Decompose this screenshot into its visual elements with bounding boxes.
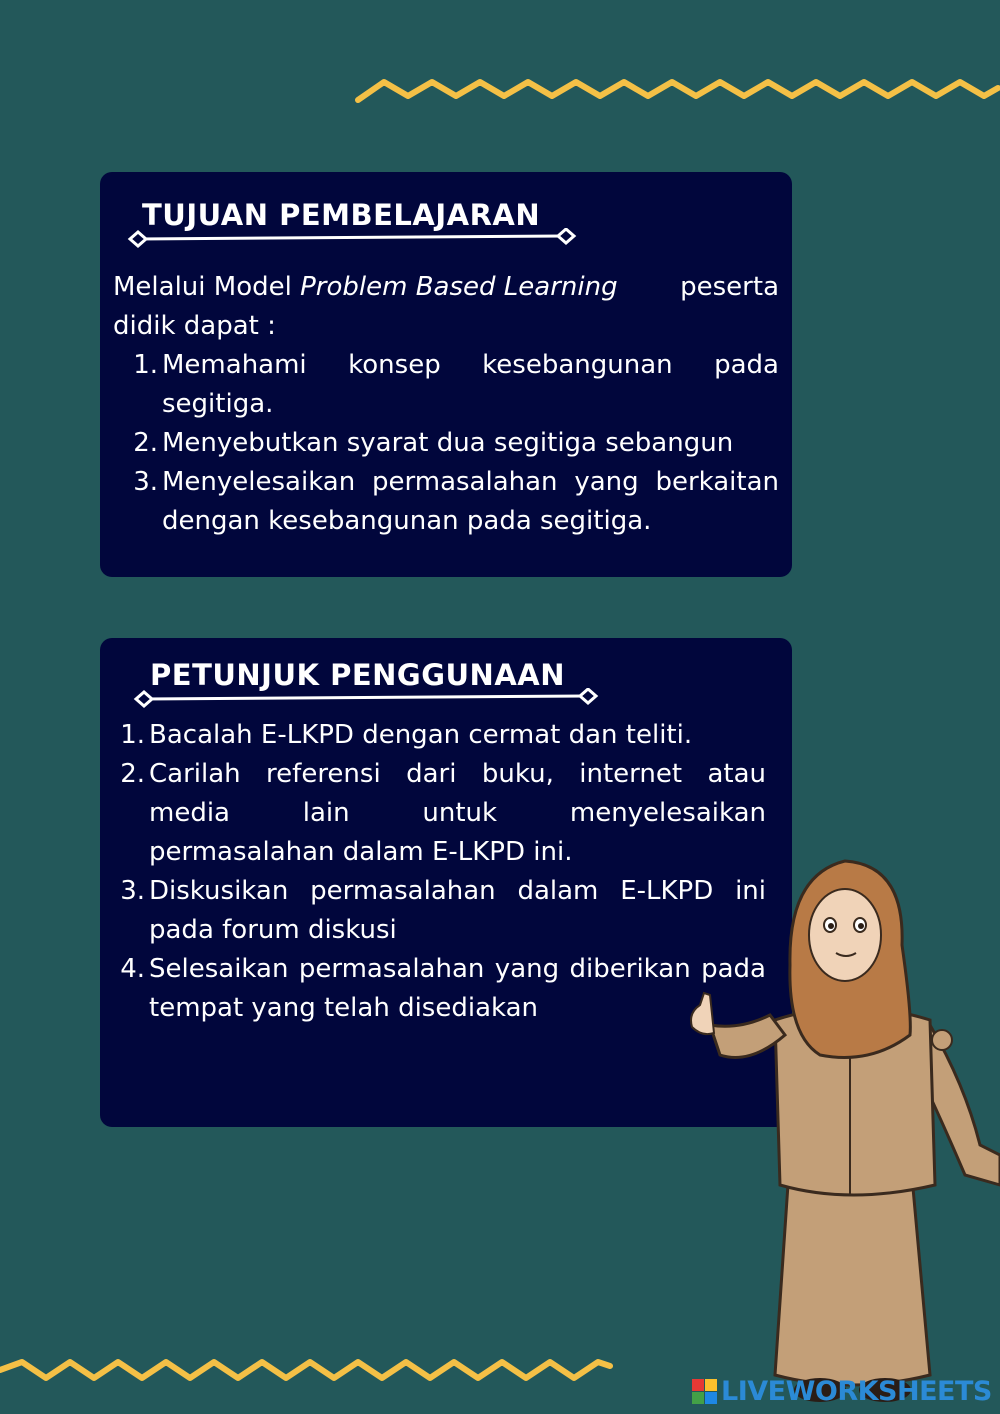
intro-suffix: peserta <box>680 272 779 302</box>
list-text: Diskusikan permasalahan dalam E-LKPD ini pada forum diskusi <box>149 876 766 945</box>
teacher-badge <box>932 1030 952 1050</box>
tujuan-list <box>113 346 779 541</box>
tujuan-pembelajaran-card <box>100 172 792 577</box>
tujuan-body <box>113 268 779 541</box>
petunjuk-list <box>120 716 766 1028</box>
list-number: 3. <box>133 467 158 497</box>
list-text: Selesaikan permasalahan yang diberikan pada tempat yang telah disediakan <box>149 954 766 1023</box>
list-number: 2. <box>120 759 145 789</box>
watermark-text: LIVEWORKSHEETS <box>721 1376 992 1407</box>
list-item <box>120 872 766 950</box>
list-number: 1. <box>120 720 145 750</box>
liveworksheets-logo-icon <box>692 1379 717 1404</box>
petunjuk-heading-underline <box>130 688 600 710</box>
intro-italic: Problem Based Learning <box>300 272 618 302</box>
list-text: Memahami konsep kesebangunan pada segitiga. <box>162 350 779 419</box>
list-item <box>120 755 766 872</box>
teacher-left-arm <box>710 1015 785 1058</box>
petunjuk-body <box>120 716 766 1028</box>
list-number: 2. <box>133 428 158 458</box>
teacher-hand <box>691 993 714 1034</box>
list-number: 4. <box>120 954 145 984</box>
list-item <box>120 716 766 755</box>
list-text: Bacalah E-LKPD dengan cermat dan teliti. <box>149 720 693 750</box>
list-text: Menyelesaikan permasalahan yang berkaitan dengan kesebangunan pada segitiga. <box>162 467 779 536</box>
tujuan-heading: TUJUAN PEMBELAJARAN <box>142 198 541 232</box>
list-number: 1. <box>133 350 158 380</box>
teacher-illustration <box>680 855 1000 1414</box>
top-zigzag-decoration <box>352 70 1000 110</box>
list-text: Menyebutkan syarat dua segitiga sebangun <box>162 428 734 458</box>
intro-prefix: Melalui Model <box>113 272 301 302</box>
tujuan-heading-underline <box>124 228 584 250</box>
petunjuk-heading: PETUNJUK PENGGUNAAN <box>150 658 565 692</box>
list-text: Carilah referensi dari buku, internet atau media lain untuk menyelesaikan permasalahan dalam E-LKPD ini. <box>149 759 766 867</box>
list-item <box>113 463 779 541</box>
liveworksheets-watermark <box>692 1376 992 1407</box>
list-item <box>120 950 766 1028</box>
tujuan-intro-line-2: didik dapat : <box>113 311 276 341</box>
bottom-zigzag-decoration <box>0 1352 620 1392</box>
list-item <box>113 346 779 424</box>
list-item <box>113 424 779 463</box>
teacher-face <box>809 889 881 981</box>
list-number: 3. <box>120 876 145 906</box>
tujuan-intro-line-1 <box>113 268 779 307</box>
